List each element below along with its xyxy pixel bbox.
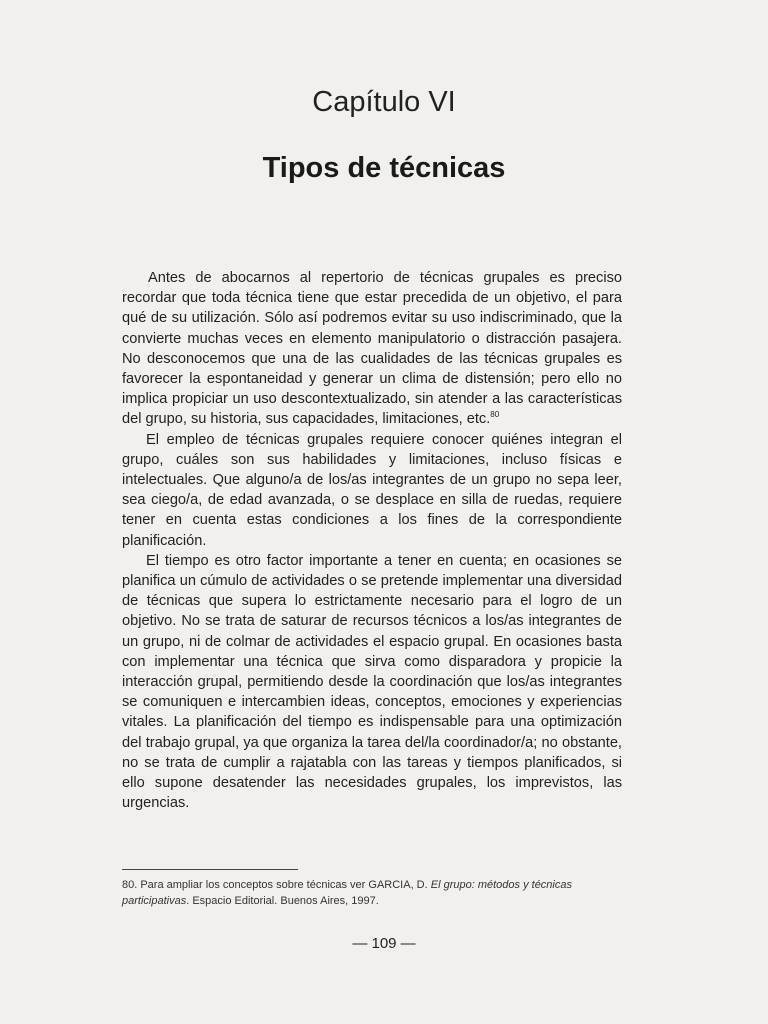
footnote-work-title: El grupo: métodos y técnicas participativas [122, 879, 572, 907]
page-title: Tipos de técnicas [262, 152, 506, 184]
footnote-divider [122, 869, 298, 870]
paragraph-2: El empleo de técnicas grupales requiere conocer quiénes integran el grupo, cuáles son sus habilidades y limitaciones, incluso físicas e intelectuales. Que alguno/a de los/as integrantes de un grupo no sepa leer, sea ciego/a, de edad avanzada, o se desplace en silla de ruedas, requiere tener en cuenta estas condiciones a los fines de la correspondiente planificación. [122, 431, 622, 549]
paragraph-3: El tiempo es otro factor importante a tener en cuenta; en ocasiones se planifica un cúmulo de actividades o se pretende implementar una diversidad de técnicas que supera lo estrictamente necesario para el logro de un objetivo. No se trata de saturar de recursos técnicos a los/as integrantes de un grupo, ni de colmar de actividades el espacio grupal. En ocasiones basta con implementar una técnica que sirva como disparadora y propicie la interacción grupal, permitiendo desde la coordinación que los/as integrantes se comuniquen e intercambien ideas, conceptos, emociones y experiencias vitales. La planificación del tiempo es indispensable para una optimización del trabajo grupal, ya que organiza la tarea del/la coordinador/a; no obstante, no se trata de cumplir a rajatabla con las tareas y tiempos planificados, si ello supone desatender las necesidades grupales, los imprevistos, las urgencias. [122, 552, 622, 812]
footnote-lead: 80. Para ampliar los conceptos sobre técnicas ver GARCIA, D. [122, 879, 431, 891]
footnote-tail: . Espacio Editorial. Buenos Aires, 1997. [186, 895, 379, 907]
footnote [122, 877, 622, 909]
body-text [122, 268, 622, 813]
paragraph-1-text: Antes de abocarnos al repertorio de técnicas grupales es preciso recordar que toda técnica tiene que estar precedida de un objetivo, el para qué de su utilización. Sólo así podremos evitar su uso indiscriminado, que la convierte muchas veces en elemento manipulatorio o distracción pasajera. No desconocemos que una de las cualidades de las técnicas grupales es favorecer la espontaneidad y generar un clima de distensión; pero ello no implica propiciar un uso descontextualizado, sin atender a las características del grupo, su historia, sus capacidades, limitaciones, etc. [122, 270, 622, 428]
paragraph-1 [122, 268, 622, 430]
page-number: — 109 — [352, 935, 416, 952]
footnote-reference: 80 [490, 410, 500, 420]
chapter-label: Capítulo VI [312, 86, 456, 118]
